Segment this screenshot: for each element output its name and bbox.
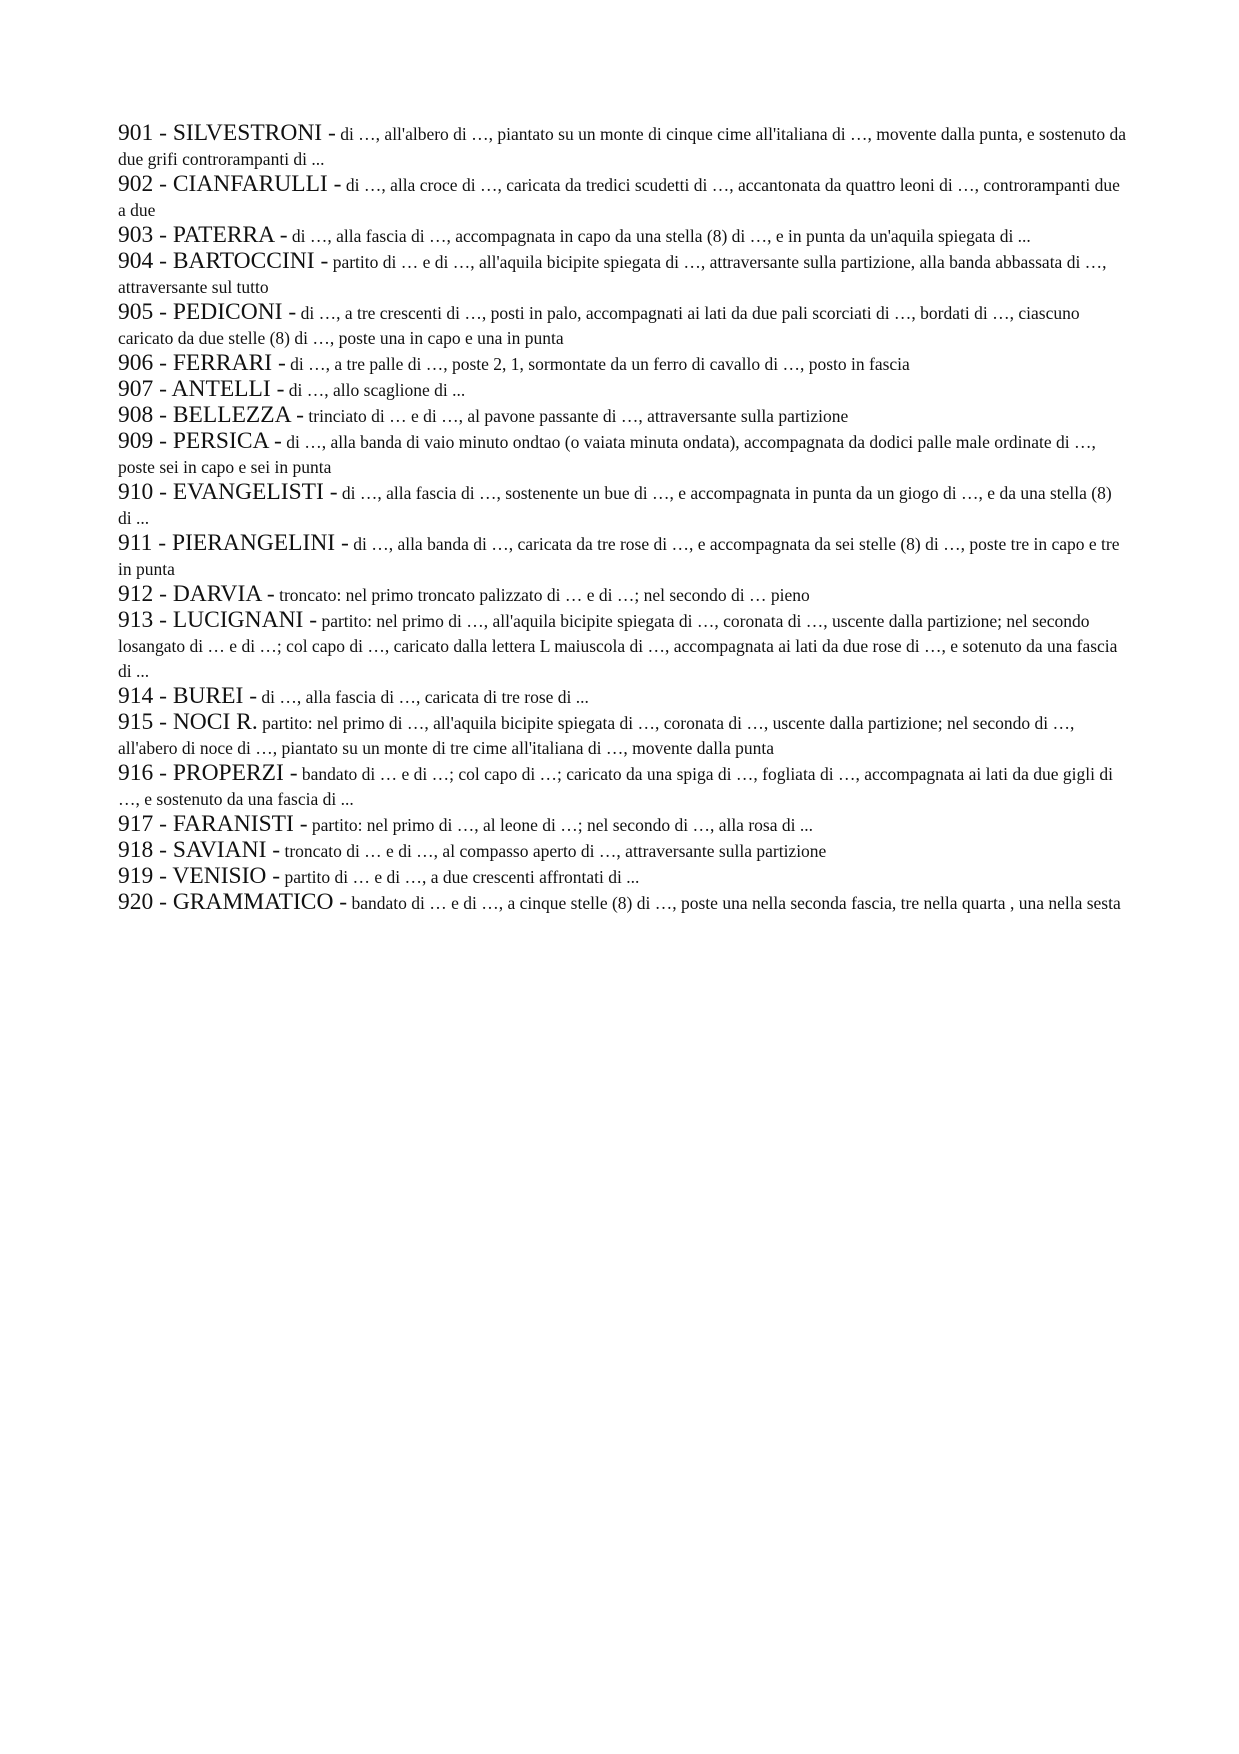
entry-text: partito: nel primo di …, all'aquila bicipite spiegata di …, coronata di …, uscente dalla partizione; nel secondo di …, all'abero di noce di …, piantato su un monte di tre cime all'italiana di …, movente dalla punta	[118, 713, 1075, 758]
entry-head: 920 - GRAMMATICO -	[118, 889, 348, 915]
entry-903	[118, 223, 1128, 249]
entry-head: 903 - PATERRA -	[118, 222, 288, 248]
entry-text: bandato di … e di …; col capo di …; caricato da una spiga di …, fogliata di …, accompagnata ai lati da due gigli di …, e sostenuto da una fascia di ...	[118, 764, 1113, 809]
entry-904	[118, 249, 1128, 300]
entry-head: 914 - BUREI -	[118, 683, 258, 709]
entry-text: di …, a tre palle di …, poste 2, 1, sormontate da un ferro di cavallo di …, posto in fascia	[290, 354, 910, 374]
entry-text: di …, a tre crescenti di …, posti in palo, accompagnati ai lati da due pali scorciati di …, bordati di …, ciascuno caricato da due stelle (8) di …, poste una in capo e una in punta	[118, 303, 1080, 348]
entry-text: di …, allo scaglione di ...	[288, 380, 466, 400]
entry-head: 902 - CIANFARULLI -	[118, 171, 342, 197]
entry-text: partito di … e di …, a due crescenti affrontati di ...	[284, 867, 640, 887]
entry-head: 908 - BELLEZZA -	[118, 402, 305, 428]
entry-918	[118, 838, 1128, 864]
entry-head: 915 - NOCI R.	[118, 709, 258, 735]
entry-text: trinciato di … e di …, al pavone passante di …, attraversante sulla partizione	[308, 406, 849, 426]
entry-text: bandato di … e di …, a cinque stelle (8) di …, poste una nella seconda fascia, tre nella quarta , una nella sesta	[351, 893, 1121, 913]
entry-text: di …, alla banda di …, caricata da tre rose di …, e accompagnata da sei stelle (8) di …, poste tre in capo e tre in punta	[118, 534, 1120, 579]
entry-head: 904 - BARTOCCINI -	[118, 248, 329, 274]
entry-head: 916 - PROPERZI -	[118, 760, 298, 786]
entry-text: troncato di … e di …, al compasso aperto di …, attraversante sulla partizione	[284, 841, 827, 861]
entry-916	[118, 761, 1128, 812]
entry-text: di …, alla fascia di …, sostenente un bue di …, e accompagnata in punta da un giogo di …, e da una stella (8) di ...	[118, 483, 1112, 528]
entry-head: 909 - PERSICA -	[118, 428, 282, 454]
document-page	[118, 121, 1128, 916]
entry-905	[118, 300, 1128, 351]
entry-text: di …, alla fascia di …, caricata di tre rose di ...	[261, 687, 589, 707]
entry-text: di …, alla fascia di …, accompagnata in capo da una stella (8) di …, e in punta da un'aquila spiegata di ...	[291, 226, 1031, 246]
entry-head: 910 - EVANGELISTI -	[118, 479, 338, 505]
entry-920	[118, 890, 1128, 916]
entry-text: partito: nel primo di …, all'aquila bicipite spiegata di …, coronata di …, uscente dalla partizione; nel secondo losangato di … e di …; col capo di …, caricato dalla lettera L maiuscola di …, accompagnata ai lati da due rose di …, e sotenuto da una fascia di ...	[118, 611, 1118, 681]
entry-910	[118, 480, 1128, 531]
entry-head: 912 - DARVIA -	[118, 581, 275, 607]
entry-head: 919 - VENISIO -	[118, 863, 281, 889]
entry-head: 911 - PIERANGELINI -	[118, 530, 349, 556]
entry-text: di …, all'albero di …, piantato su un monte di cinque cime all'italiana di …, movente dalla punta, e sostenuto da due grifi controrampanti di ...	[118, 124, 1127, 169]
entry-text: troncato: nel primo troncato palizzato di … e di …; nel secondo di … pieno	[279, 585, 810, 605]
entry-text: partito di … e di …, all'aquila bicipite spiegata di …, attraversante sulla partizione, alla banda abbassata di …, attraversante sul tutto	[118, 252, 1107, 297]
entry-911	[118, 531, 1128, 582]
entry-914	[118, 684, 1128, 710]
entry-909	[118, 429, 1128, 480]
entry-head: 917 - FARANISTI -	[118, 811, 308, 837]
entry-901	[118, 121, 1128, 172]
entry-text: di …, alla croce di …, caricata da tredici scudetti di …, accantonata da quattro leoni di …, controrampanti due a due	[118, 175, 1120, 220]
entry-text: di …, alla banda di vaio minuto ondtao (o vaiata minuta ondata), accompagnata da dodici palle male ordinate di …, poste sei in capo e sei in punta	[118, 432, 1096, 477]
entry-912	[118, 582, 1128, 608]
entry-head: 905 - PEDICONI -	[118, 299, 297, 325]
entry-907	[118, 377, 1128, 403]
entry-919	[118, 864, 1128, 890]
entry-head: 907 - ANTELLI -	[118, 376, 285, 402]
entry-text: partito: nel primo di …, al leone di …; nel secondo di …, alla rosa di ...	[311, 815, 813, 835]
entry-906	[118, 351, 1128, 377]
entry-head: 913 - LUCIGNANI -	[118, 607, 318, 633]
entry-915	[118, 710, 1128, 761]
entry-908	[118, 403, 1128, 429]
entry-head: 918 - SAVIANI -	[118, 837, 281, 863]
entry-913	[118, 608, 1128, 684]
entry-917	[118, 812, 1128, 838]
entry-902	[118, 172, 1128, 223]
entry-head: 906 - FERRARI -	[118, 350, 286, 376]
entry-head: 901 - SILVESTRONI -	[118, 120, 336, 146]
